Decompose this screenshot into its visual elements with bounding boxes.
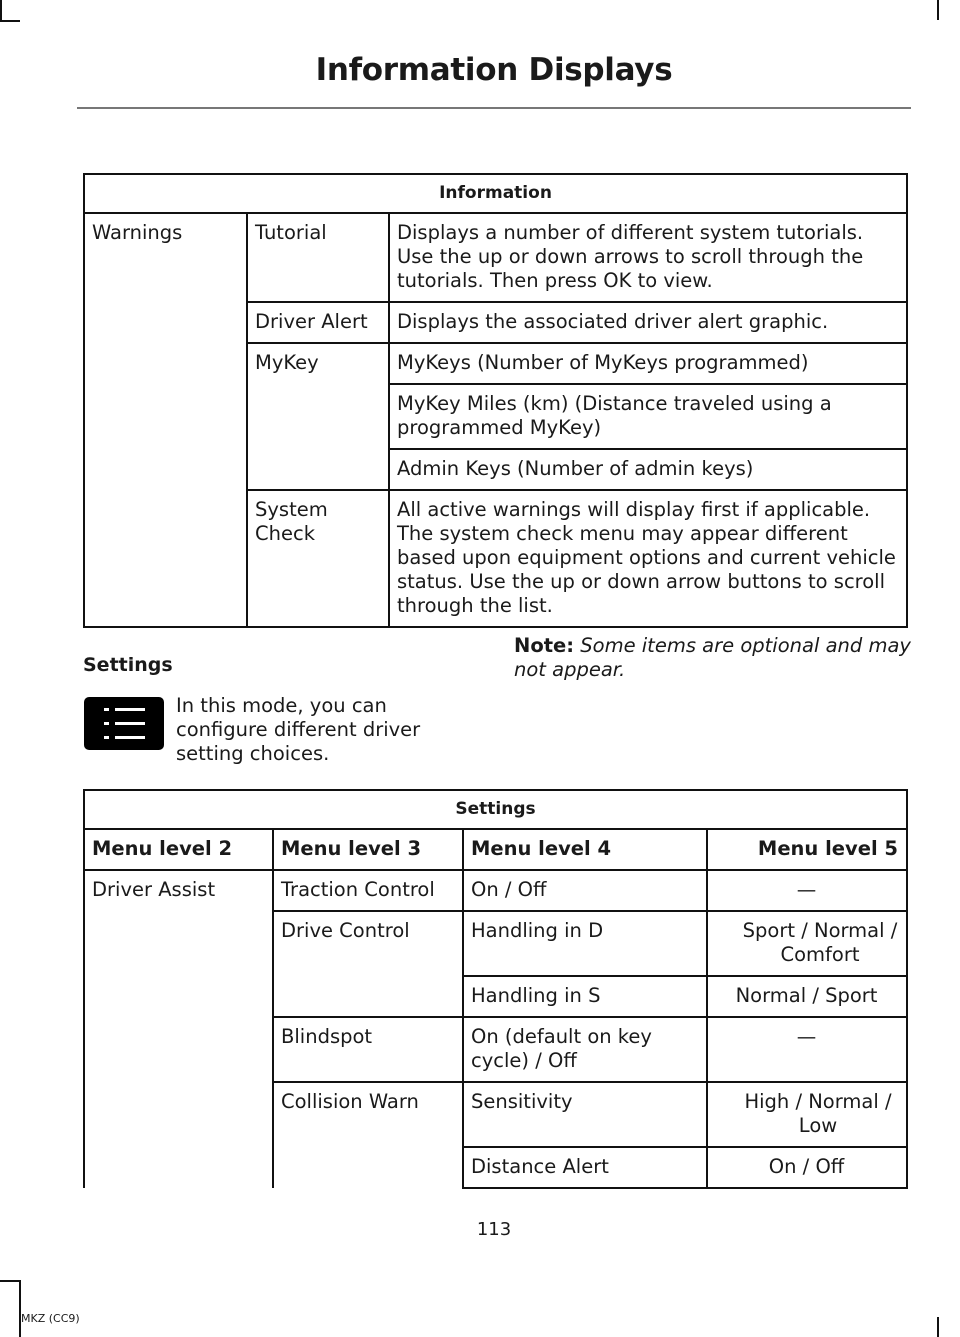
page-title: Information Displays: [315, 52, 673, 88]
desc-cell: MyKey Miles (km) (Distance traveled using a programmed MyKey): [389, 384, 907, 449]
column-header: Menu level 2: [84, 829, 273, 870]
column-header: Menu level 3: [273, 829, 463, 870]
level3-cell: Blindspot: [273, 1017, 463, 1082]
note-text: Some items are optional and may not appear.: [514, 634, 911, 681]
desc-cell: Displays the associated driver alert graphic.: [389, 302, 907, 343]
table-caption: Information: [84, 174, 907, 213]
level4-cell: Distance Alert: [463, 1147, 707, 1188]
desc-cell: Admin Keys (Number of admin keys): [389, 449, 907, 490]
crop-mark: [0, 1280, 20, 1282]
item-cell: Tutorial: [247, 213, 389, 302]
group-cell: Warnings: [84, 213, 247, 627]
desc-cell: Displays a number of different system tutorials. Use the up or down arrows to scroll through the tutorials. Then press OK to view.: [389, 213, 907, 302]
settings-table: [83, 789, 908, 1189]
crop-mark: [19, 1280, 21, 1337]
section-description: In this mode, you can configure different driver setting choices.: [176, 694, 421, 765]
level3-cell: Drive Control: [273, 911, 463, 1017]
level5-cell: —: [707, 870, 907, 911]
page-number: 113: [476, 1219, 512, 1240]
section-heading: Settings: [83, 654, 173, 676]
column-header: Menu level 5: [707, 829, 907, 870]
table-header-row: [84, 829, 907, 870]
menu-list-icon: [84, 697, 164, 750]
crop-mark: [937, 0, 939, 20]
level4-cell: Handling in S: [463, 976, 707, 1017]
crop-mark: [0, 20, 20, 22]
level5-cell: On / Off: [707, 1147, 907, 1188]
footer-model: MKZ (CC9): [21, 1312, 80, 1325]
level3-cell: Collision Warn: [273, 1082, 463, 1188]
level5-cell: Normal / Sport: [707, 976, 907, 1017]
note: [514, 634, 914, 682]
level5-cell: —: [707, 1017, 907, 1082]
desc-cell: MyKeys (Number of MyKeys programmed): [389, 343, 907, 384]
table-row: [84, 213, 907, 302]
column-header: Menu level 4: [463, 829, 707, 870]
item-cell: System Check: [247, 490, 389, 627]
level4-cell: On / Off: [463, 870, 707, 911]
note-label: Note:: [514, 634, 575, 657]
level5-cell: High / Normal / Low: [707, 1082, 907, 1147]
level4-cell: Handling in D: [463, 911, 707, 976]
level4-cell: Sensitivity: [463, 1082, 707, 1147]
item-cell: Driver Alert: [247, 302, 389, 343]
table-row: [84, 870, 907, 911]
level5-cell: Sport / Normal / Comfort: [707, 911, 907, 976]
group-cell: Driver Assist: [84, 870, 273, 1188]
table-caption: Settings: [84, 790, 907, 829]
level4-cell: On (default on key cycle) / Off: [463, 1017, 707, 1082]
level3-cell: Traction Control: [273, 870, 463, 911]
desc-cell: All active warnings will display first if applicable. The system check menu may appear different based upon equipment options and current vehicle status. Use the up or down arrow buttons to scroll through the list.: [389, 490, 907, 627]
header-divider: [77, 107, 911, 109]
information-table: [83, 173, 908, 628]
crop-mark: [937, 1317, 939, 1337]
item-cell: MyKey: [247, 343, 389, 490]
crop-mark: [0, 0, 2, 20]
